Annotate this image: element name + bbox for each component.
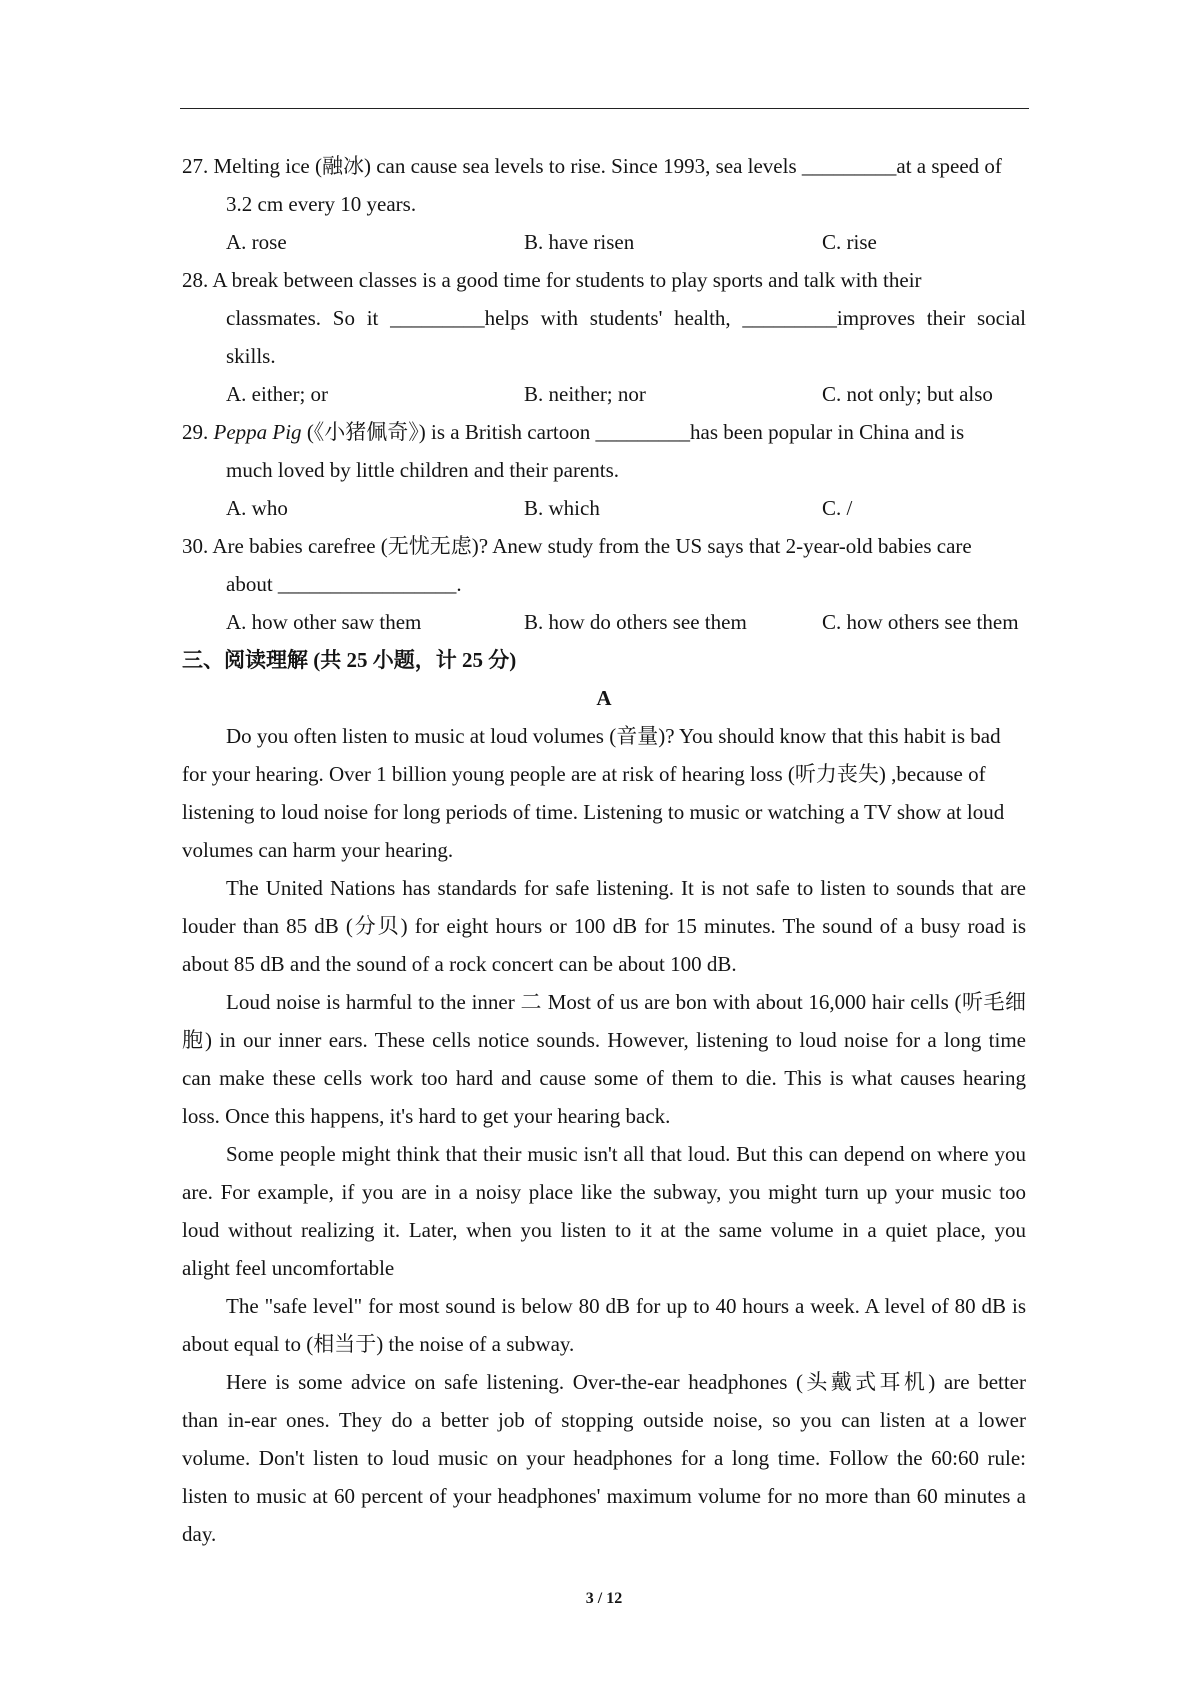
paragraph-line: volume. Don't listen to loud music on your headphones for a long time. Follow the 60:60 rule:	[182, 1446, 1026, 1470]
paragraph-line: loud without realizing it. Later, when you listen to it at the same volume in a quiet place, you	[182, 1218, 1026, 1242]
option-b: B. neither; nor	[524, 382, 646, 406]
question-stem-line: skills.	[226, 344, 276, 368]
question-30	[182, 527, 1026, 641]
option-c: C. not only; but also	[822, 382, 993, 406]
paragraph-line: Here is some advice on safe listening. Over-the-ear headphones (头戴式耳机) are better	[226, 1370, 1026, 1394]
cartoon-title: Peppa Pig	[213, 420, 302, 444]
option-c: C. /	[822, 496, 853, 520]
question-stem-line	[182, 147, 1026, 185]
paragraph-line: about 85 dB and the sound of a rock concert can be about 100 dB.	[182, 952, 737, 976]
option-b: B. which	[524, 496, 600, 520]
passage-paragraph-5	[182, 1287, 1026, 1363]
answer-options	[182, 489, 1026, 527]
paragraph-line: loss. Once this happens, it's hard to get your hearing back.	[182, 1104, 671, 1128]
question-number: 28.	[182, 268, 209, 292]
answer-options	[182, 603, 1026, 641]
option-b: B. how do others see them	[524, 610, 747, 634]
paragraph-line: listen to music at 60 percent of your headphones' maximum volume for no more than 60 minutes a	[182, 1484, 1026, 1508]
passage-paragraph-6	[182, 1363, 1026, 1553]
passage-paragraph-1	[182, 717, 1026, 869]
question-stem-text: A break between classes is a good time for students to play sports and talk with their	[212, 268, 922, 292]
paragraph-line: than in-ear ones. They do a better job of stopping outside noise, so you can listen at a lower	[182, 1408, 1026, 1432]
paragraph-line: listening to loud noise for long periods of time. Listening to music or watching a TV show at loud	[182, 800, 1005, 824]
paragraph-line: day.	[182, 1522, 217, 1546]
question-27	[182, 147, 1026, 261]
paragraph-line: can make these cells work too hard and cause some of them to die. This is what causes hearing	[182, 1066, 1026, 1090]
paragraph-line: The "safe level" for most sound is below 80 dB for up to 40 hours a week. A level of 80 dB is	[226, 1294, 1026, 1318]
paragraph-line: about equal to (相当于) the noise of a subway.	[182, 1332, 575, 1356]
paragraph-line: for your hearing. Over 1 billion young people are at risk of hearing loss (听力丧失) ,because of	[182, 762, 986, 786]
passage-paragraph-2	[182, 869, 1026, 983]
paragraph-line: volumes can harm your hearing.	[182, 838, 454, 862]
option-c: C. how others see them	[822, 610, 1019, 634]
option-c: C. rise	[822, 230, 877, 254]
passage-paragraph-4	[182, 1135, 1026, 1287]
paragraph-line: are. For example, if you are in a noisy place like the subway, you might turn up your music too	[182, 1180, 1026, 1204]
question-28	[182, 261, 1026, 413]
question-stem-line: about _________________.	[226, 572, 462, 596]
option-b: B. have risen	[524, 230, 635, 254]
passage-label: A	[596, 686, 612, 710]
header-rule	[180, 108, 1029, 109]
paragraph-line: louder than 85 dB (分贝) for eight hours or 100 dB for 15 minutes. The sound of a busy road is	[182, 914, 1026, 938]
question-stem-text: (《小猪佩奇》) is a British cartoon _________has been popular in China and is	[301, 420, 965, 444]
paragraph-line: Some people might think that their music isn't all that loud. But this can depend on where you	[226, 1142, 1026, 1166]
answer-options	[182, 375, 1026, 413]
option-a: A. how other saw them	[226, 610, 422, 634]
option-a: A. rose	[226, 230, 287, 254]
question-stem-line	[182, 527, 1026, 565]
question-stem-line: much loved by little children and their parents.	[226, 458, 620, 482]
question-number: 30.	[182, 534, 209, 558]
page-number: 3 / 12	[585, 1590, 623, 1607]
paragraph-line: The United Nations has standards for safe listening. It is not safe to listen to sounds that are	[226, 876, 1026, 900]
section-heading: 三、阅读理解 (共 25 小题，计 25 分)	[182, 648, 517, 672]
question-stem-text: Are babies carefree (无忧无虑)? Anew study from the US says that 2-year-old babies care	[212, 534, 972, 558]
question-stem-line	[182, 261, 1026, 299]
question-number: 29.	[182, 420, 209, 444]
answer-options	[182, 223, 1026, 261]
page-content	[182, 147, 1026, 1553]
question-stem-line: classmates. So it _________helps with students' health, _________improves their social	[226, 306, 1026, 330]
paragraph-line: alight feel uncomfortable	[182, 1256, 395, 1280]
paragraph-line: Do you often listen to music at loud volumes (音量)? You should know that this habit is bad	[226, 724, 1001, 748]
passage-paragraph-3	[182, 983, 1026, 1135]
question-stem-text: Melting ice (融冰) can cause sea levels to rise. Since 1993, sea levels _________at a speed of	[213, 154, 1002, 178]
question-29	[182, 413, 1026, 527]
question-stem-line	[182, 413, 1026, 451]
question-number: 27.	[182, 154, 209, 178]
paragraph-line: Loud noise is harmful to the inner 二 Most of us are bon with about 16,000 hair cells (听毛细	[226, 990, 1026, 1014]
paragraph-line: 胞) in our inner ears. These cells notice sounds. However, listening to loud noise for a long time	[182, 1028, 1026, 1052]
option-a: A. either; or	[226, 382, 329, 406]
question-stem-line: 3.2 cm every 10 years.	[226, 192, 417, 216]
option-a: A. who	[226, 496, 288, 520]
